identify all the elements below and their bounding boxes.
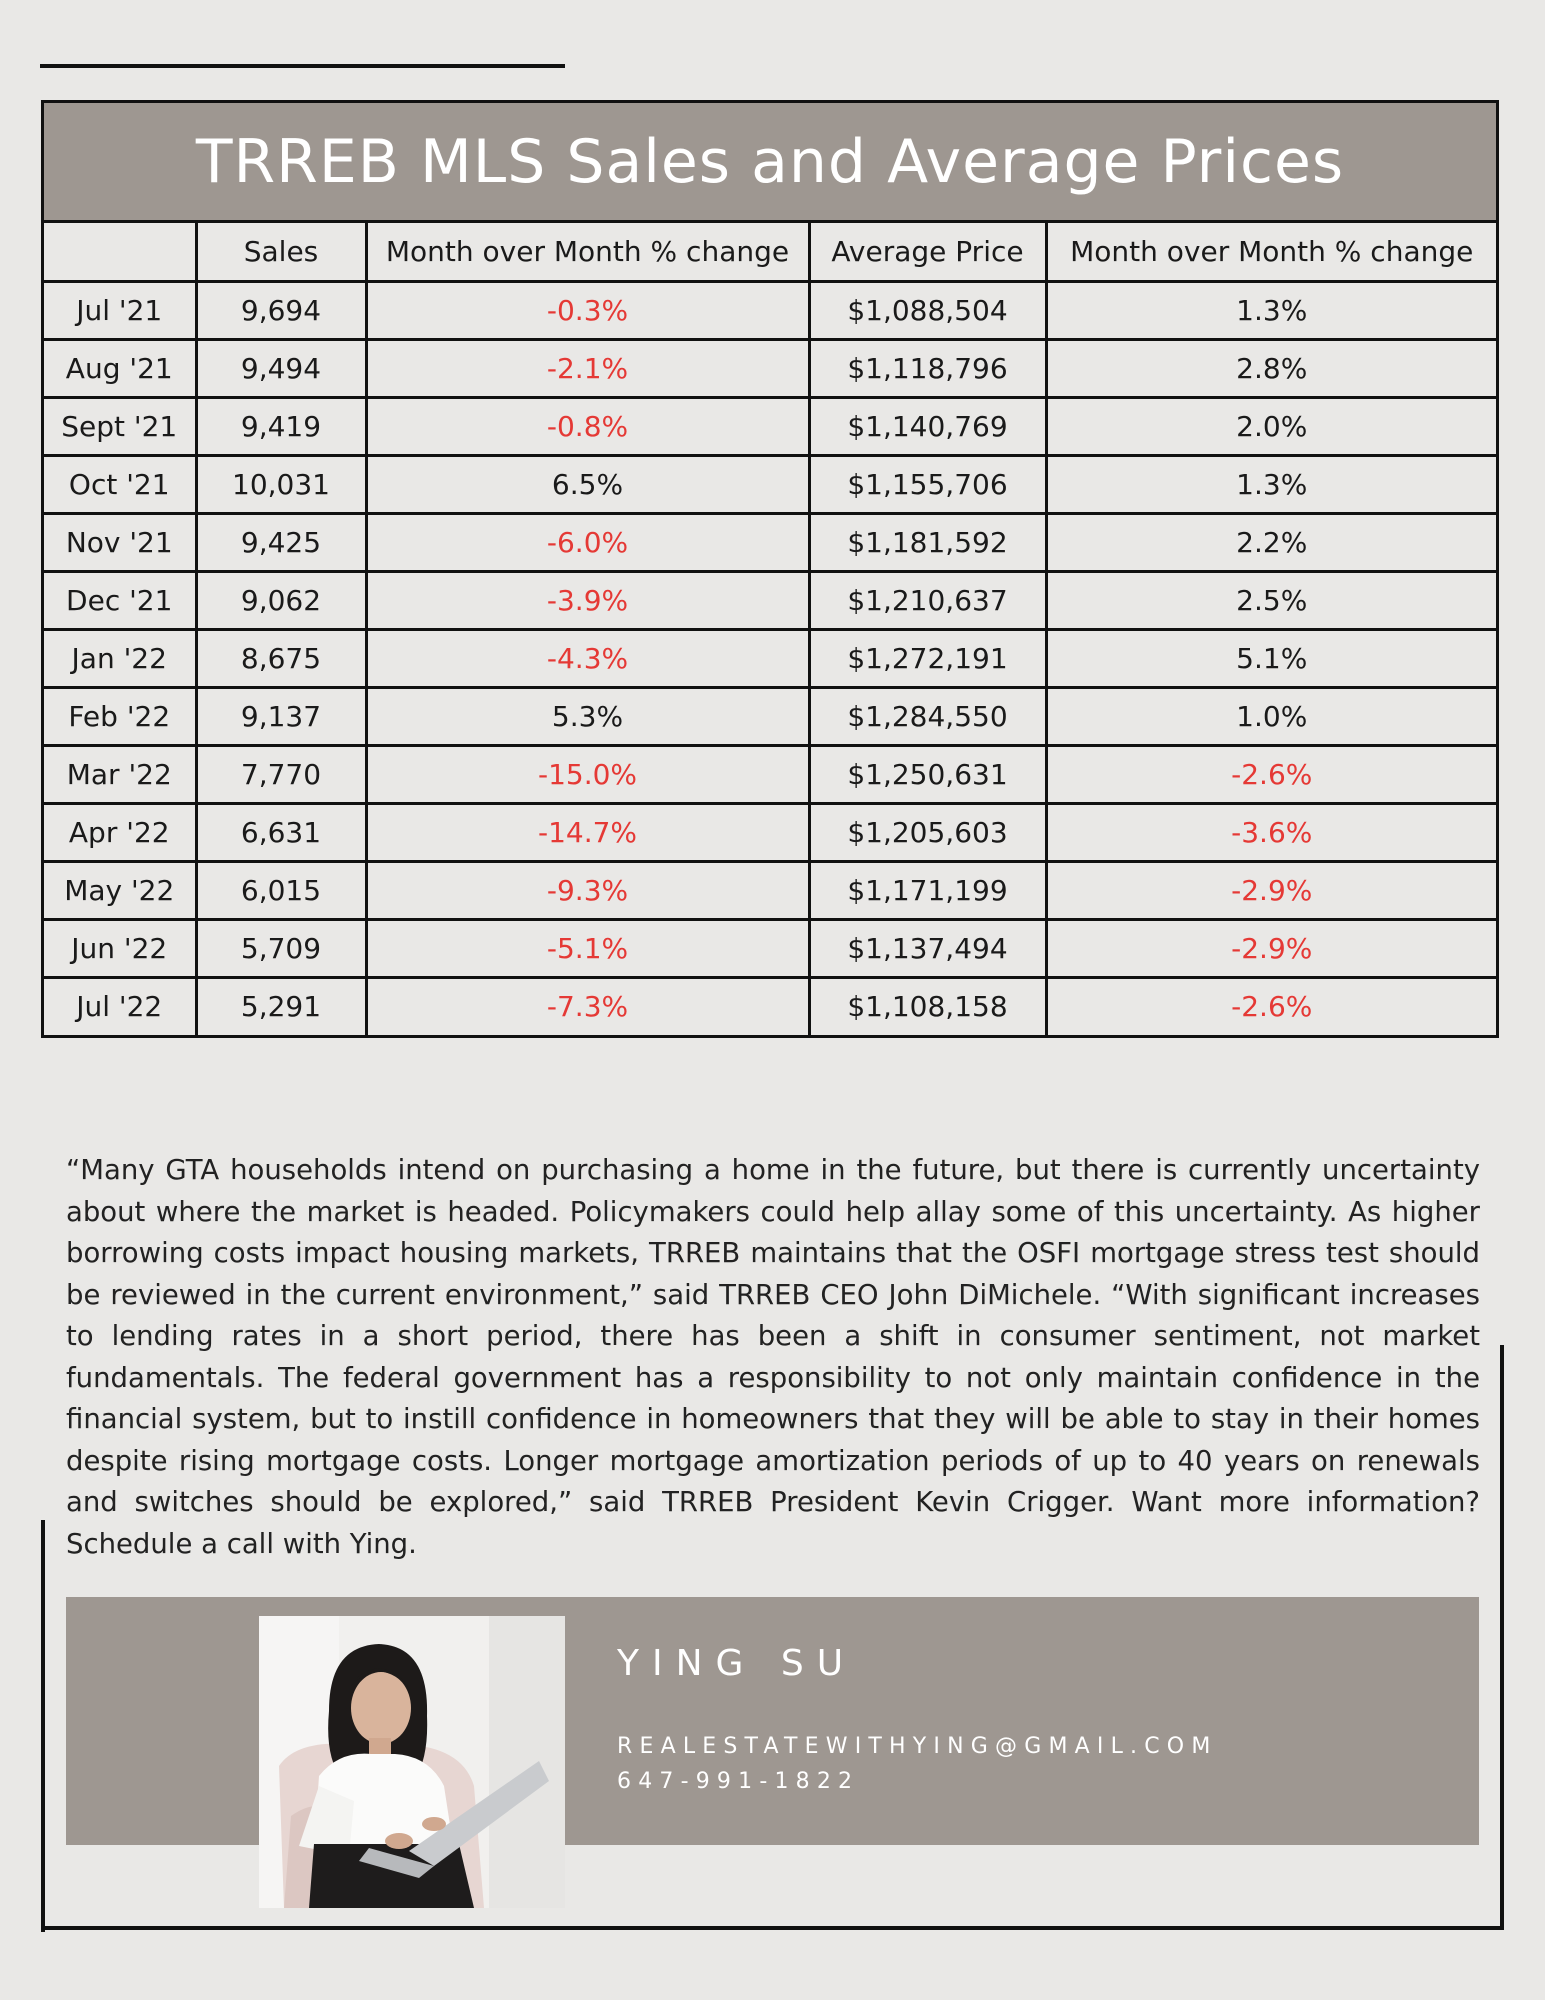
cell-average-price: $1,284,550	[809, 687, 1046, 745]
header-sales: Sales	[196, 223, 366, 281]
sales-table	[44, 223, 1496, 1035]
header-average-price: Average Price	[809, 223, 1046, 281]
cell-sales: 9,137	[196, 687, 366, 745]
cell-average-price: $1,108,158	[809, 977, 1046, 1035]
table-row	[44, 397, 1496, 455]
page-title: TRREB MLS Sales and Average Prices	[44, 103, 1496, 223]
cell-average-price: $1,155,706	[809, 455, 1046, 513]
cell-month: Oct '21	[44, 455, 196, 513]
cell-price-change: 2.2%	[1046, 513, 1496, 571]
sales-table-card	[41, 100, 1499, 1038]
cell-sales-change: -6.0%	[366, 513, 809, 571]
cell-month: Sept '21	[44, 397, 196, 455]
table-row	[44, 919, 1496, 977]
cell-average-price: $1,171,199	[809, 861, 1046, 919]
cell-average-price: $1,137,494	[809, 919, 1046, 977]
agent-email[interactable]: REALESTATEWITHYING@GMAIL.COM	[617, 1734, 1218, 1759]
cell-sales-change: -9.3%	[366, 861, 809, 919]
cell-price-change: 5.1%	[1046, 629, 1496, 687]
cell-sales-change: -3.9%	[366, 571, 809, 629]
cell-sales: 9,425	[196, 513, 366, 571]
table-row	[44, 687, 1496, 745]
cell-sales: 9,494	[196, 339, 366, 397]
cell-sales: 8,675	[196, 629, 366, 687]
cell-average-price: $1,088,504	[809, 281, 1046, 339]
cell-month: Aug '21	[44, 339, 196, 397]
cell-average-price: $1,250,631	[809, 745, 1046, 803]
table-row	[44, 745, 1496, 803]
cell-month: Feb '22	[44, 687, 196, 745]
cell-sales: 5,709	[196, 919, 366, 977]
cell-price-change: -2.9%	[1046, 861, 1496, 919]
cell-sales-change: 6.5%	[366, 455, 809, 513]
table-row	[44, 861, 1496, 919]
frame-bottom-line	[41, 1926, 1504, 1930]
cell-price-change: 1.3%	[1046, 281, 1496, 339]
cell-price-change: 2.8%	[1046, 339, 1496, 397]
cell-average-price: $1,205,603	[809, 803, 1046, 861]
cell-sales-change: -7.3%	[366, 977, 809, 1035]
cell-month: Jan '22	[44, 629, 196, 687]
table-row	[44, 977, 1496, 1035]
table-row	[44, 629, 1496, 687]
cell-month: Jul '22	[44, 977, 196, 1035]
cell-sales-change: -4.3%	[366, 629, 809, 687]
cell-sales-change: -14.7%	[366, 803, 809, 861]
cell-price-change: -2.6%	[1046, 977, 1496, 1035]
table-row	[44, 513, 1496, 571]
cell-average-price: $1,140,769	[809, 397, 1046, 455]
cell-sales: 9,419	[196, 397, 366, 455]
cell-month: May '22	[44, 861, 196, 919]
cell-month: Dec '21	[44, 571, 196, 629]
header-sales-change: Month over Month % change	[366, 223, 809, 281]
cell-sales-change: -0.8%	[366, 397, 809, 455]
cell-sales: 9,694	[196, 281, 366, 339]
table-row	[44, 339, 1496, 397]
header-price-change: Month over Month % change	[1046, 223, 1496, 281]
table-row	[44, 455, 1496, 513]
cell-average-price: $1,272,191	[809, 629, 1046, 687]
agent-phone[interactable]: 647-991-1822	[617, 1769, 860, 1794]
cell-sales: 7,770	[196, 745, 366, 803]
frame-left-line	[41, 1520, 45, 1932]
cell-month: Nov '21	[44, 513, 196, 571]
cell-price-change: -2.6%	[1046, 745, 1496, 803]
cell-sales-change: -0.3%	[366, 281, 809, 339]
table-row	[44, 571, 1496, 629]
cell-price-change: -2.9%	[1046, 919, 1496, 977]
top-rule	[40, 64, 565, 68]
cell-sales-change: 5.3%	[366, 687, 809, 745]
cell-month: Apr '22	[44, 803, 196, 861]
cell-price-change: 2.0%	[1046, 397, 1496, 455]
cell-average-price: $1,210,637	[809, 571, 1046, 629]
cell-sales: 5,291	[196, 977, 366, 1035]
cell-sales: 9,062	[196, 571, 366, 629]
cell-sales: 6,015	[196, 861, 366, 919]
cell-average-price: $1,181,592	[809, 513, 1046, 571]
cell-price-change: -3.6%	[1046, 803, 1496, 861]
cell-sales: 6,631	[196, 803, 366, 861]
cell-price-change: 1.0%	[1046, 687, 1496, 745]
table-row	[44, 281, 1496, 339]
cell-price-change: 1.3%	[1046, 455, 1496, 513]
cell-sales: 10,031	[196, 455, 366, 513]
cell-sales-change: -15.0%	[366, 745, 809, 803]
frame-right-line	[1500, 1345, 1504, 1927]
header-month	[44, 223, 196, 281]
table-header-row	[44, 223, 1496, 281]
cell-month: Jun '22	[44, 919, 196, 977]
cell-average-price: $1,118,796	[809, 339, 1046, 397]
cell-price-change: 2.5%	[1046, 571, 1496, 629]
table-row	[44, 803, 1496, 861]
agent-name: YING SU	[617, 1643, 857, 1684]
cell-month: Jul '21	[44, 281, 196, 339]
cell-sales-change: -2.1%	[366, 339, 809, 397]
cell-sales-change: -5.1%	[366, 919, 809, 977]
cell-month: Mar '22	[44, 745, 196, 803]
agent-photo	[259, 1616, 565, 1908]
quote-paragraph: “Many GTA households intend on purchasing a home in the future, but there is currently uncertainty about where the market is headed. Policymakers could help allay some of this uncertainty. As higher borrowing costs impact housing markets, TRREB maintains that the OSFI mortgage stress test should be reviewed in the current environment,” said TRREB CEO John DiMichele. “With significant increases to lending rates in a short period, there has been a shift in consumer sentiment, not market fundamentals. The federal government has a responsibility to not only maintain confidence in the financial system, but to instill confidence in homeowners that they will be able to stay in their homes despite rising mortgage costs. Longer mortgage amortization periods of up to 40 years on renewals and switches should be explored,” said TRREB President Kevin Crigger. Want more information? Schedule a call with Ying.	[66, 1154, 1480, 1560]
